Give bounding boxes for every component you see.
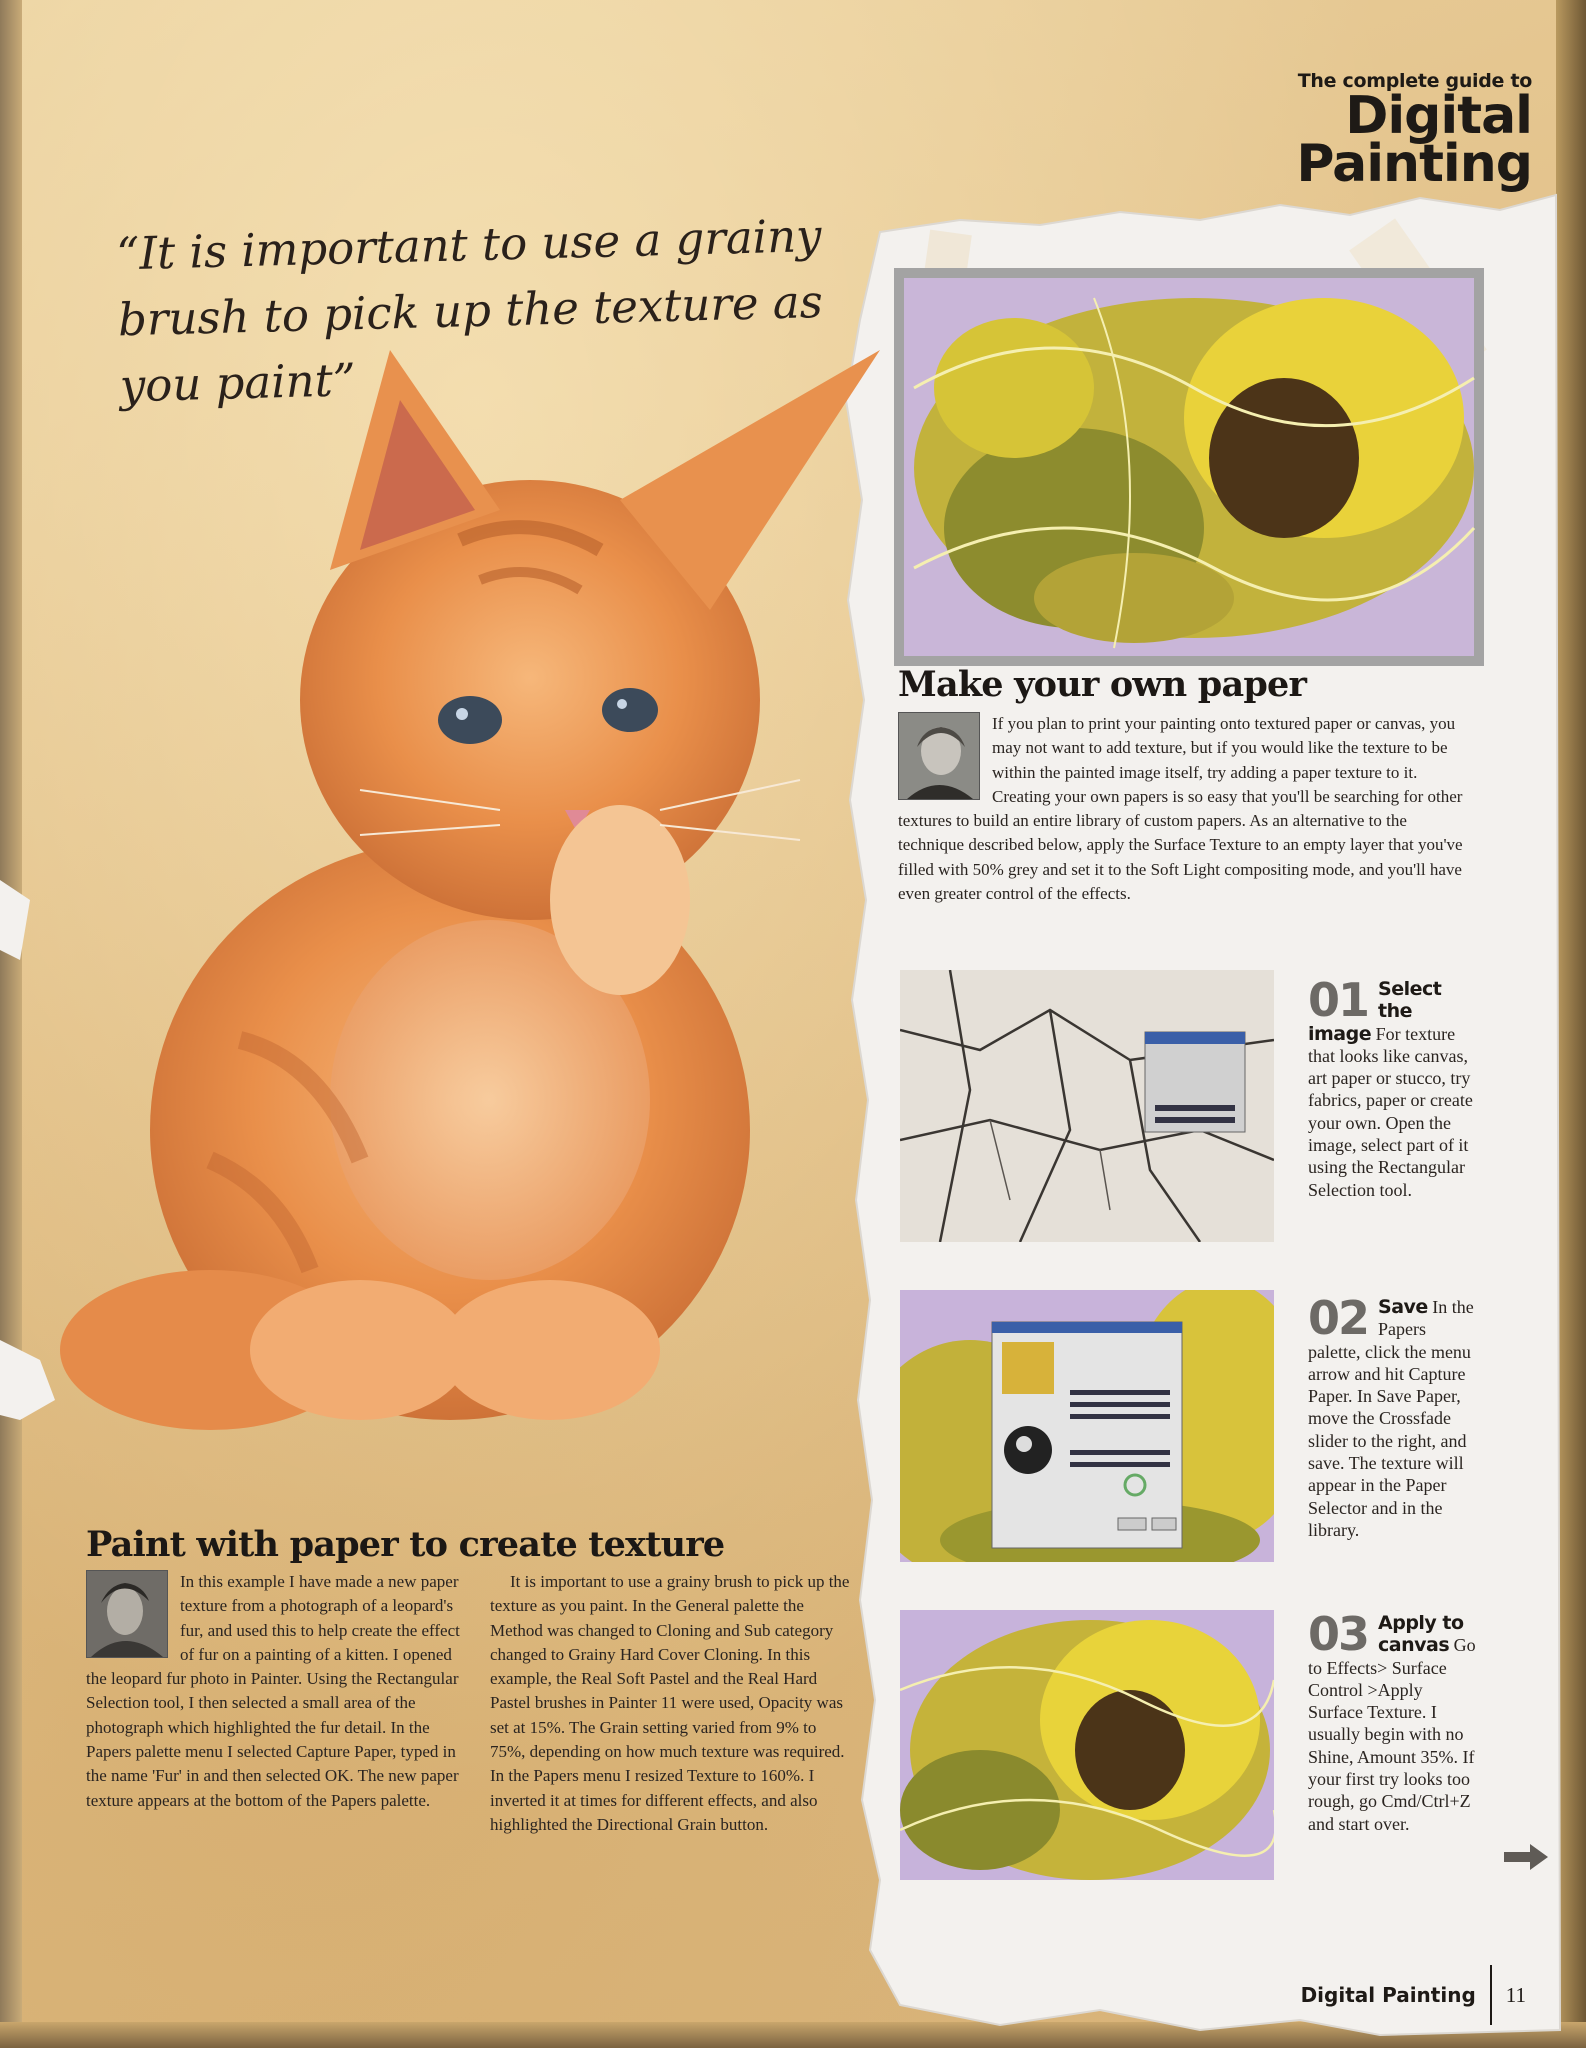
step-3-number: 03 — [1308, 1607, 1369, 1661]
step-2 — [1308, 1291, 1478, 1541]
page-number: 11 — [1505, 1982, 1526, 2007]
magazine-header — [1296, 70, 1532, 194]
author-portrait-2 — [86, 1570, 168, 1658]
step1-texture-screenshot — [900, 970, 1274, 1242]
step-1 — [1308, 973, 1478, 1201]
step-1-number: 01 — [1308, 973, 1369, 1027]
footer-divider — [1490, 1965, 1492, 2025]
step-1-body: For texture that looks like canvas, art paper or stucco, try fabrics, paper or create your own. Open the image, select part of it using the Rectangular Selection tool. — [1308, 1023, 1473, 1200]
author-portrait — [898, 712, 980, 800]
step2-dialog-screenshot — [900, 1290, 1274, 1562]
make-paper-body — [898, 712, 1476, 906]
step3-sunflower-result — [900, 1610, 1274, 1880]
make-paper-title: Make your own paper — [898, 664, 1307, 705]
step-3 — [1308, 1607, 1478, 1835]
pull-quote: “It is important to use a grainy brush to pick up the texture as you paint” — [115, 208, 824, 413]
paint-paper-col1-text: In this example I have made a new paper texture from a photograph of a leopard's fur, and used this to help create the effect of fur on a painting of a kitten. I opened the leopard fur photo in Painter. Using the Rectangular Selection tool, I then selected a small area of the photograph which highlighted the fur detail. In the Papers palette menu I selected Capture Paper, typed in the name 'Fur' in and then selected OK. The new paper texture appears at the bottom of the Papers palette. — [86, 1572, 460, 1810]
footer-magazine-name: Digital Painting — [1300, 1983, 1476, 2007]
header-kicker: The complete guide to — [1297, 70, 1532, 92]
step-2-body: In the Papers palette, click the menu arrow and hit Capture Paper. In Save Paper, move the Crossfade slider to the right, and save. The texture will appear in the Paper Selector and in the library. — [1308, 1297, 1474, 1540]
continue-arrow-icon — [1502, 1842, 1550, 1872]
step-1-title: Select the image — [1308, 978, 1442, 1045]
paint-paper-col2: It is important to use a grainy brush to pick up the texture as you paint. In the General palette the Method was changed to Cloning and Sub category changed to Grainy Hard Cover Cloning. In this example, the Real Soft Pastel and the Real Hard Pastel brushes in Painter 11 were used, Opacity was set at 15%. The Grain setting varied from 9% to 75%, depending on how much texture was required. In the Papers menu I resized Texture to 160%. I inverted it at times for different effects, and also highlighted the Directional Grain button. — [490, 1572, 850, 1834]
page-footer — [1301, 1965, 1526, 2025]
make-paper-text: If you plan to print your painting onto textured paper or canvas, you may not want to add texture, but if you would like the texture to be within the painted image itself, try adding a paper texture to it. Creating your own papers is so easy that you'll be searching for other textures to build an entire library of custom papers. As an alternative to the technique described below, apply the Surface Texture to an empty layer that you've filled with 50% grey and set it to the Soft Light compositing mode, and you'll have even greater control of the effects. — [898, 714, 1463, 904]
sunflower-painting — [894, 268, 1484, 666]
paint-paper-col1 — [86, 1570, 462, 1813]
step-2-number: 02 — [1308, 1291, 1369, 1345]
step-2-title: Save — [1378, 1296, 1428, 1318]
header-title-line1: Digital — [1345, 86, 1532, 146]
step-3-body: Go to Effects> Surface Control >Apply Surface Texture. I usually begin with no Shine, Amount 35%. If your first try looks too rough, go Cmd/Ctrl+Z and start over. — [1308, 1635, 1476, 1834]
kitten-painting — [60, 340, 900, 1480]
step-3-title: Apply to canvas — [1378, 1612, 1464, 1657]
header-title-line2: Painting — [1296, 134, 1532, 194]
paint-paper-title: Paint with paper to create texture — [86, 1524, 725, 1565]
